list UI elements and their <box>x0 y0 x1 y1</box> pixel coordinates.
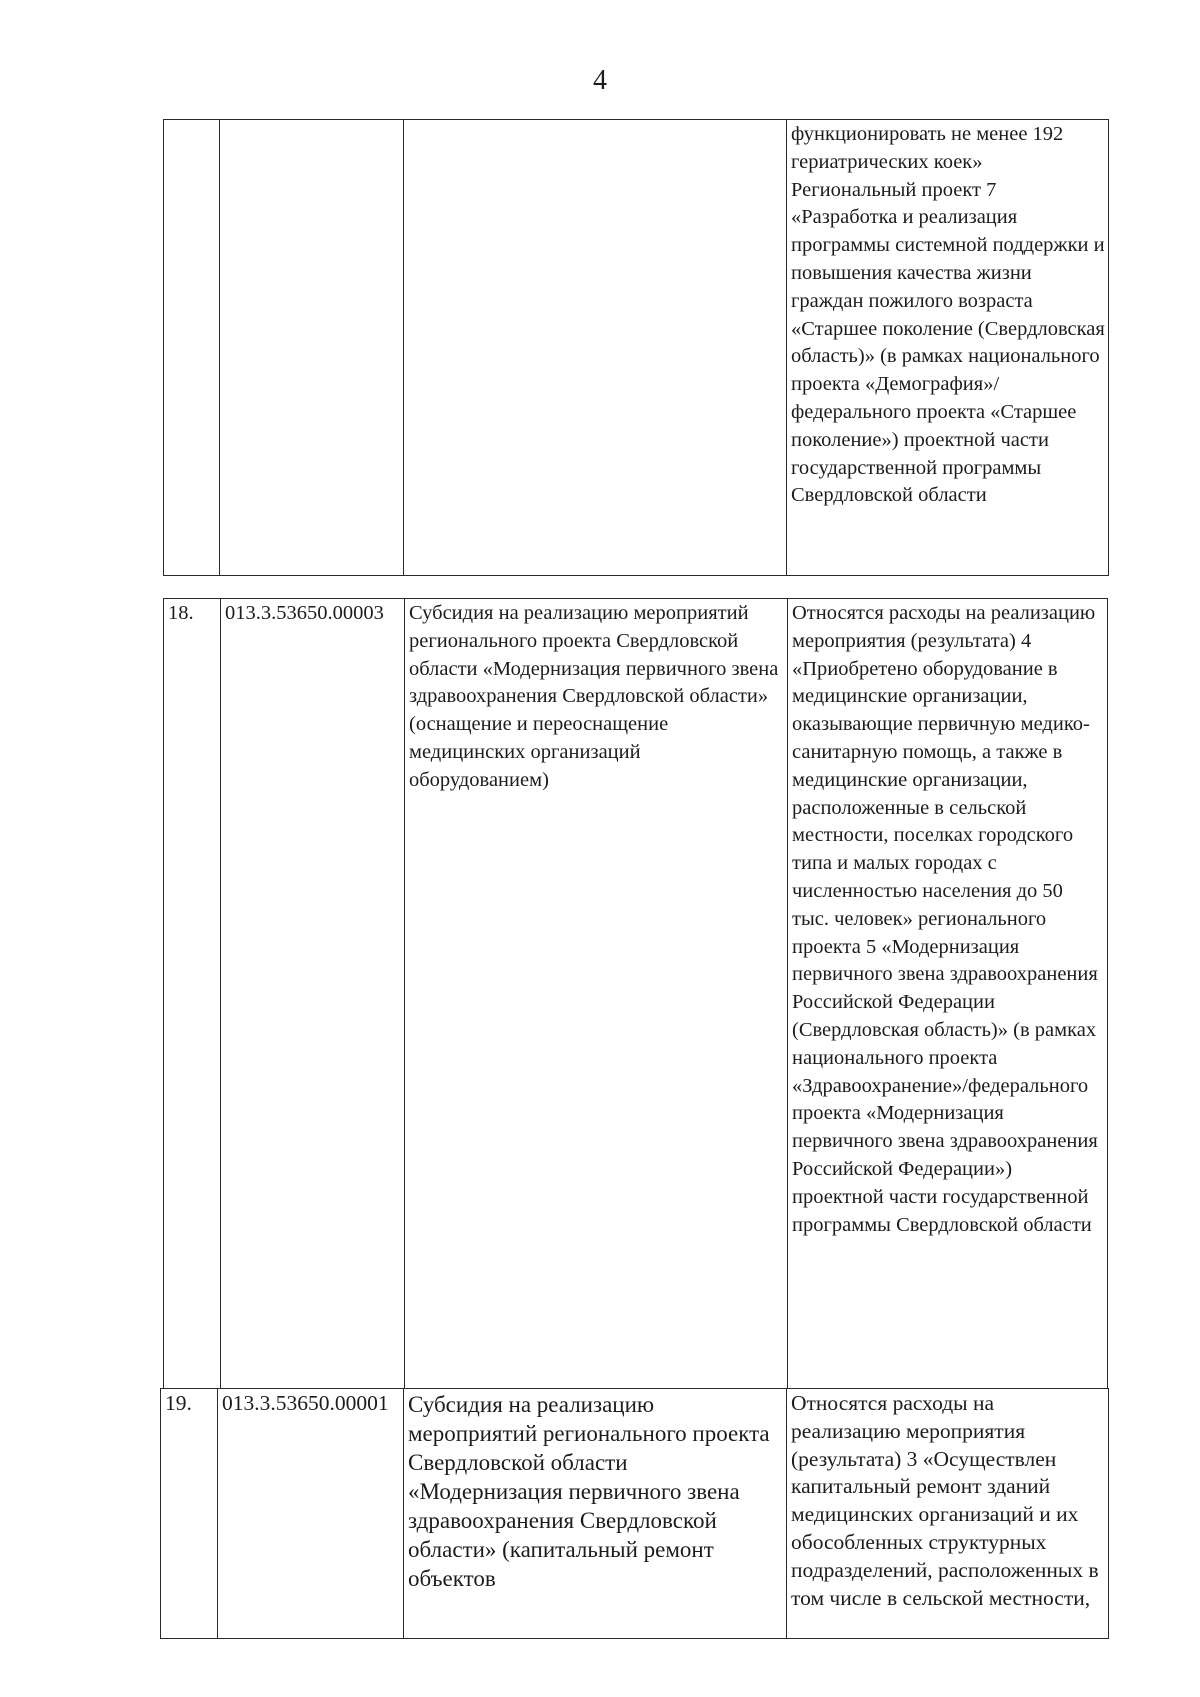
expense-table <box>163 598 1108 1389</box>
row-number-cell: 18. <box>164 599 221 1389</box>
budget-code-cell <box>220 120 404 576</box>
budget-code-cell: 013.3.53650.00003 <box>221 599 405 1389</box>
table-row <box>161 1389 1109 1639</box>
table-row <box>164 120 1109 576</box>
expense-name-cell: Субсидия на реализацию мероприятий регионального проекта Свердловской области «Модернизация первичного звена здравоохранения Свердловской области» (оснащение и переоснащение медицинских организаций оборудованием) <box>405 599 788 1389</box>
expense-table-continued <box>160 1388 1109 1639</box>
page-number: 4 <box>593 65 607 96</box>
row-number-cell <box>164 120 220 576</box>
description-cell: Относятся расходы на реализацию мероприятия (результата) 3 «Осуществлен капитальный ремонт зданий медицинских организаций и их обособленных структурных подразделений, расположенных в том числе в сельской местности, <box>787 1389 1109 1639</box>
continuation-table <box>163 119 1109 576</box>
table-row <box>164 599 1108 1389</box>
row-number-cell: 19. <box>161 1389 218 1639</box>
budget-code-cell: 013.3.53650.00001 <box>218 1389 404 1639</box>
description-cell: Относятся расходы на реализацию мероприятия (результата) 4 «Приобретено оборудование в медицинские организации, оказывающие первичную медико-санитарную помощь, а также в медицинские организации, расположенные в сельской местности, поселках городского типа и малых городах с численностью населения до 50 тыс. человек» регионального проекта 5 «Модернизация первичного звена здравоохранения Российской Федерации (Свердловская область)» (в рамках национального проекта «Здравоохранение»/федерального проекта «Модернизация первичного звена здравоохранения Российской Федерации») проектной части государственной программы Свердловской области <box>788 599 1108 1389</box>
description-cell: функционировать не менее 192 гериатрических коек» Региональный проект 7 «Разработка и реализация программы системной поддержки и повышения качества жизни граждан пожилого возраста «Старшее поколение (Свердловская область)» (в рамках национального проекта «Демография»/федерального проекта «Старшее поколение») проектной части государственной программы Свердловской области <box>787 120 1109 576</box>
expense-name-cell <box>404 120 787 576</box>
expense-name-cell: Субсидия на реализацию мероприятий регионального проекта Свердловской области «Модернизация первичного звена здравоохранения Свердловской области» (капитальный ремонт объектов <box>404 1389 787 1639</box>
